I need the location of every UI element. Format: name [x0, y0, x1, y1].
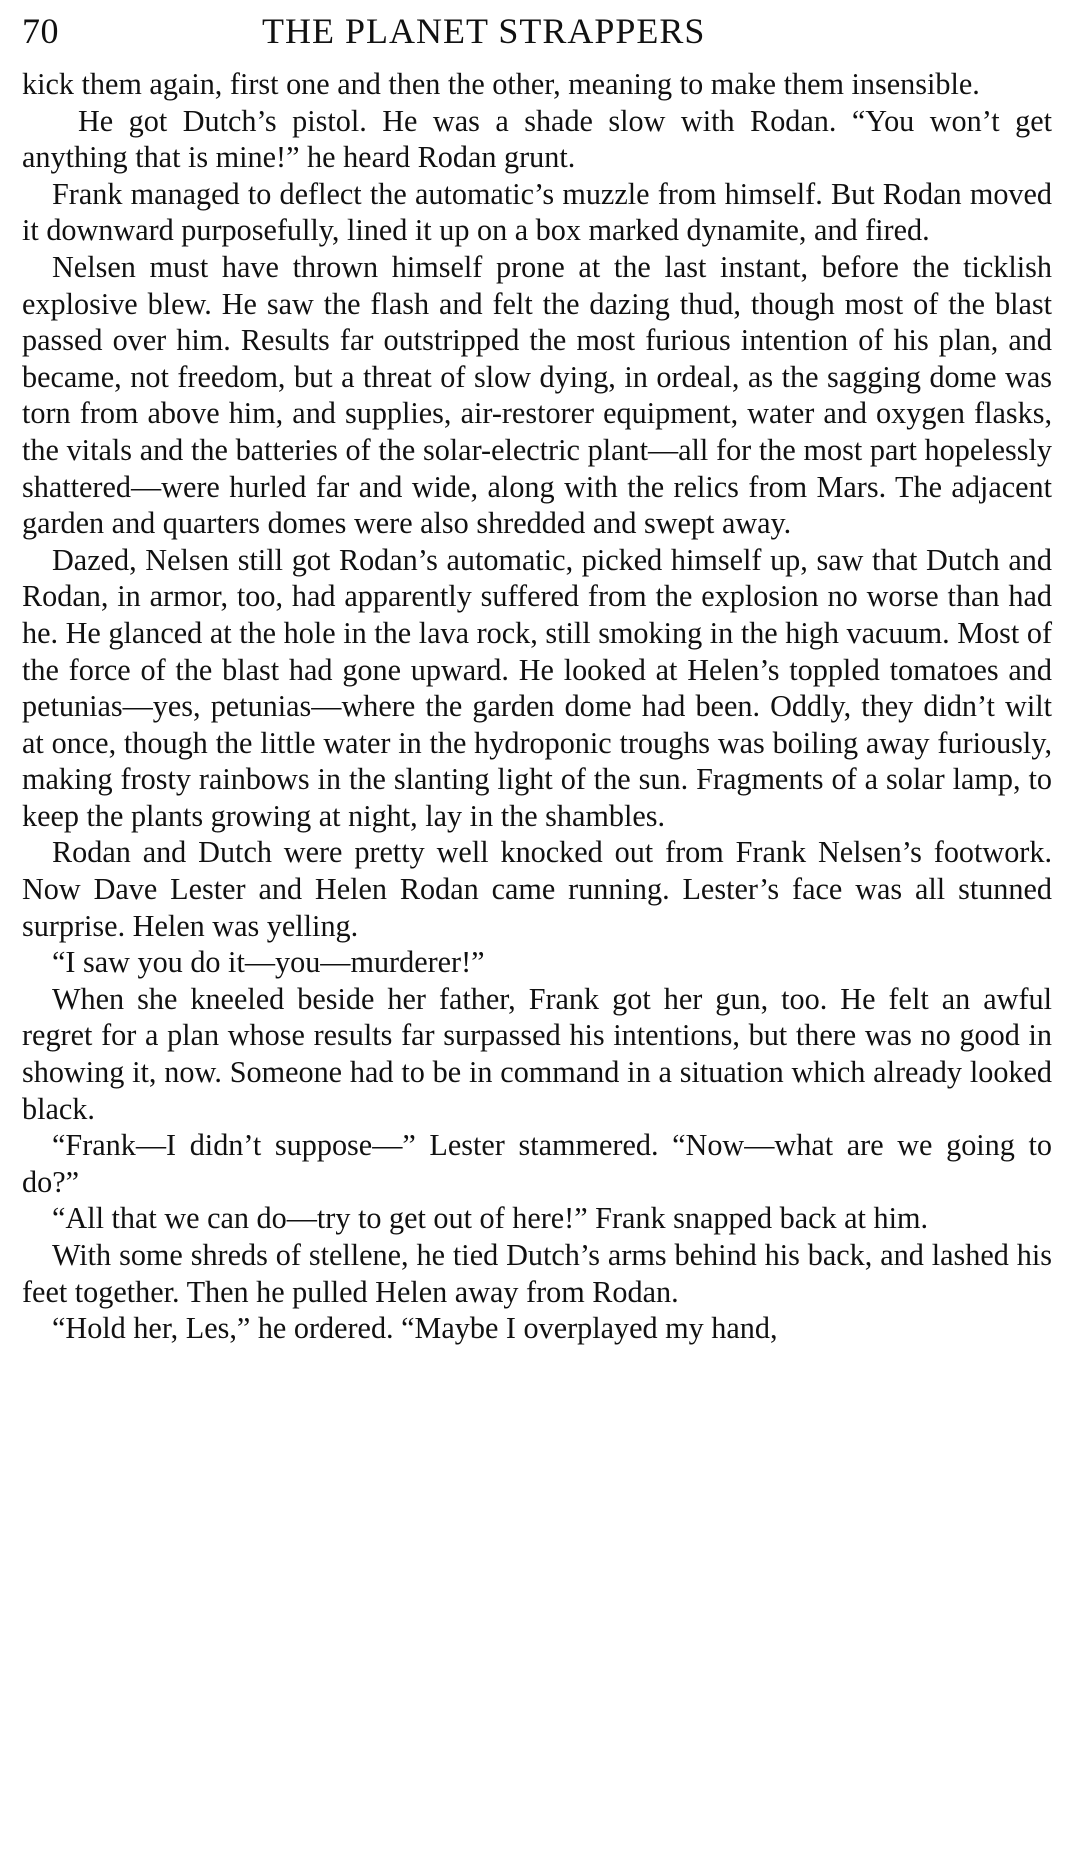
- book-page: [22, 10, 1052, 1347]
- paragraph-11: With some shreds of stellene, he tied Dutch’s arms behind his back, and lashed his feet together. Then he pulled Helen away from Rodan.: [22, 1238, 1052, 1309]
- paragraph-3: Frank managed to deflect the automatic’s muzzle from himself. But Rodan moved it downward purposefully, lined it up on a box marked dynamite, and fired.: [22, 176, 1052, 248]
- paragraph-6: Rodan and Dutch were pretty well knocked out from Frank Nelsen’s footwork. Now Dave Lester and Helen Rodan came running. Lester’s face was all stunned surprise. Helen was yelling.: [22, 835, 1052, 943]
- running-title: THE PLANET STRAPPERS: [262, 11, 706, 51]
- paragraph-10: “All that we can do—try to get out of here!” Frank snapped back at him.: [52, 1201, 928, 1236]
- paragraph-7: “I saw you do it—you—murderer!”: [52, 945, 485, 980]
- paragraph-1: kick them again, first one and then the other, meaning to make them insensible.: [22, 67, 980, 101]
- paragraph-2: He got Dutch’s pistol. He was a shade slow with Rodan. “You won’t get anything that is mine!” he heard Rodan grunt.: [22, 103, 1052, 175]
- page-number: 70: [22, 11, 59, 51]
- paragraph-5: Dazed, Nelsen still got Rodan’s automatic, picked himself up, saw that Dutch and Rodan, in armor, too, had apparently suffered from the explosion no worse than had he. He glanced at the hole in the lava rock, still smoking in the high vacuum. Most of the force of the blast had gone upward. He looked at Helen’s toppled tomatoes and petunias—yes, petunias—where the garden dome had been. Oddly, they didn’t wilt at once, though the little water in the hydroponic troughs was boiling away furiously, making frosty rainbows in the slanting light of the sun. Fragments of a solar lamp, to keep the plants growing at night, lay in the shambles.: [22, 542, 1052, 833]
- paragraph-8: When she kneeled beside her father, Frank got her gun, too. He felt an awful regret for a plan whose results far surpassed his intentions, but there was no good in showing it, now. Someone had to be in command in a situation which already looked black.: [22, 981, 1052, 1126]
- paragraph-12: “Hold her, Les,” he ordered. “Maybe I overplayed my hand,: [52, 1311, 778, 1346]
- paragraph-9: “Frank—I didn’t suppose—” Lester stammered. “Now—what are we going to do?”: [22, 1128, 1052, 1199]
- page-header: [22, 10, 1052, 66]
- paragraph-4: Nelsen must have thrown himself prone at the last instant, before the ticklish explosive blew. He saw the flash and felt the dazing thud, though most of the blast passed over him. Results far outstripped the most furious intention of his plan, and became, not freedom, but a threat of slow dying, in ordeal, as the sagging dome was torn from above him, and supplies, air-restorer equipment, water and oxygen flasks, the vitals and the batteries of the solar-electric plant—all for the most part hopelessly shattered—were hurled far and wide, along with the relics from Mars. The adjacent garden and quarters domes were also shredded and swept away.: [22, 249, 1052, 541]
- body-text: [22, 66, 1052, 1347]
